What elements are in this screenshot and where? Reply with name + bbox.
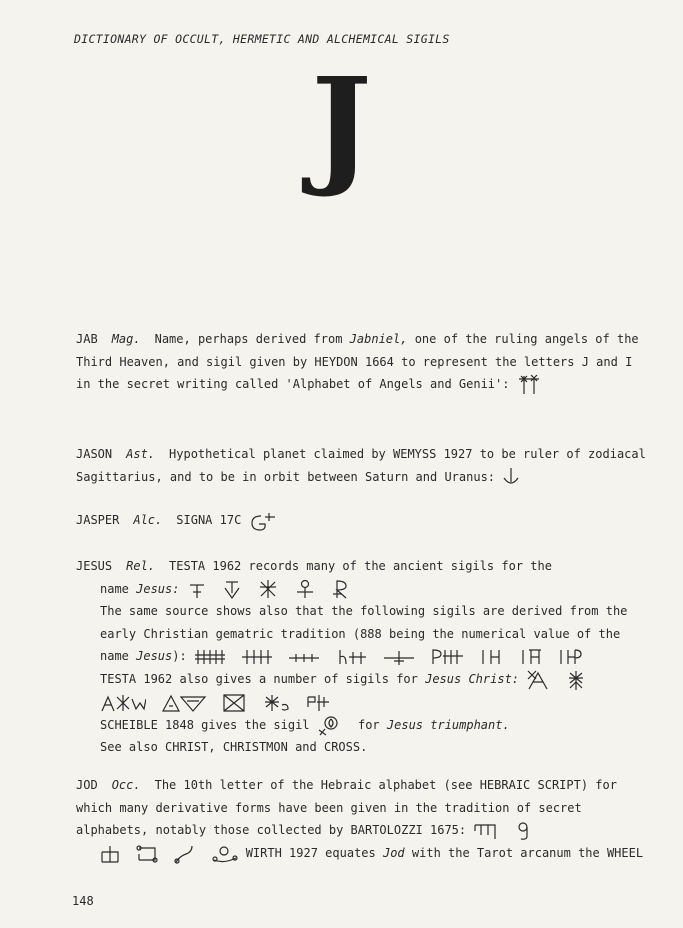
sigil-icon xyxy=(519,648,543,666)
headword: JESUS xyxy=(76,559,113,573)
entry-jab xyxy=(76,328,646,396)
sigil-group xyxy=(502,466,528,489)
sigil-icon xyxy=(479,648,503,666)
sigil-icon xyxy=(317,714,343,736)
sigil-group xyxy=(473,819,538,842)
sigil-icon xyxy=(249,510,277,532)
section-letter: J xyxy=(311,51,372,201)
sigil-icon xyxy=(517,374,541,396)
headword: JOD xyxy=(76,778,98,792)
sigil-icon xyxy=(100,693,146,713)
sigil-group xyxy=(194,646,590,669)
sigil-icon xyxy=(473,821,499,841)
entry-text: See also CHRIST, CHRISTMON and CROSS. xyxy=(100,740,368,755)
entry-italic: Jod xyxy=(382,845,405,860)
sigil-icon xyxy=(558,648,582,666)
sigil-icon xyxy=(502,466,520,488)
sigil-icon xyxy=(222,693,246,713)
entry-text: ): xyxy=(172,649,187,664)
entry-text: The same source shows also that the following sigils are derived from the early Christian gematric tradition (888 being the numerical value of the name xyxy=(100,604,628,664)
headword: JASON xyxy=(76,447,113,461)
sigil-icon xyxy=(515,821,531,841)
sigil-icon xyxy=(383,648,415,666)
sigil-group xyxy=(526,668,593,691)
sigil-icon xyxy=(288,648,320,666)
sigil-icon xyxy=(135,844,159,864)
running-head: DICTIONARY OF OCCULT, HERMETIC AND ALCHEMICAL SIGILS xyxy=(74,32,450,46)
entry-italic: Jesus: xyxy=(136,581,180,596)
sigil-group xyxy=(517,373,549,396)
entry-text: TESTA 1962 also gives a number of sigils for xyxy=(100,672,426,686)
sigil-icon xyxy=(257,579,279,599)
class-label: Mag. xyxy=(111,332,141,346)
sigil-group xyxy=(317,714,351,737)
sigil-icon xyxy=(566,669,586,691)
sigil-icon xyxy=(332,579,350,599)
entry-text: for xyxy=(357,717,387,732)
sigil-icon xyxy=(100,844,120,864)
sigil-icon xyxy=(194,648,226,666)
entry-jesus xyxy=(76,555,646,759)
entry-italic: Jabniel, xyxy=(349,332,408,346)
class-label: Ast. xyxy=(126,447,156,461)
sigil-icon xyxy=(526,669,550,691)
entry-jod xyxy=(76,774,646,865)
entry-text: The 10th letter of the Hebraic alphabet (see HEBRAIC SCRIPT) for which many derivative forms have been given in the tradition of secret alphabets, notably those collected by BARTOLOZZI 1675: xyxy=(76,778,617,837)
entry-italic: Jesus Christ: xyxy=(425,672,520,686)
sigil-icon xyxy=(222,579,242,599)
sigil-group xyxy=(187,578,358,601)
sigil-icon xyxy=(241,648,273,666)
sigil-group xyxy=(100,842,246,865)
sigil-icon xyxy=(336,648,368,666)
sigil-icon xyxy=(305,693,331,713)
entry-text: TESTA 1962 records many of the ancient sigils for the xyxy=(169,559,552,573)
sigil-icon xyxy=(187,579,207,599)
entry-italic: Jesus triumphant. xyxy=(386,717,510,732)
headword: JASPER xyxy=(76,513,120,527)
page-number: 148 xyxy=(72,894,94,908)
entry-text: Name, perhaps derived from xyxy=(154,332,350,346)
headword: JAB xyxy=(76,332,98,346)
class-label: Alc. xyxy=(133,513,163,527)
entry-jason xyxy=(76,443,646,488)
sigil-icon xyxy=(294,579,316,599)
sigil-icon xyxy=(174,844,196,864)
class-label: Occ. xyxy=(111,778,141,792)
entry-text: with the Tarot arcanum the WHEEL xyxy=(404,845,644,860)
entry-jasper xyxy=(76,509,646,532)
entry-text: SIGNA 17C xyxy=(176,513,242,527)
sigil-icon xyxy=(161,693,207,713)
entry-text: one of the ruling angels of the Third Heaven, and sigil given by HEYDON 1664 to represent the letters J and I in the secret writing called 'Alphabet of Angels and Genii': xyxy=(76,332,639,391)
sigil-icon xyxy=(212,844,238,864)
entry-text: name xyxy=(100,581,137,596)
entry-text: WIRTH 1927 equates xyxy=(245,845,383,860)
class-label: Rel. xyxy=(126,559,156,573)
entry-text: Hypothetical planet claimed by WEMYSS 1927 to be ruler of zodiacal Sagittarius, and to be in orbit between Saturn and Uranus: xyxy=(76,447,646,484)
entry-text: SCHEIBLE 1848 gives the sigil xyxy=(100,717,310,732)
sigil-icon xyxy=(262,693,290,713)
sigil-icon xyxy=(430,648,464,666)
entry-italic: Jesus xyxy=(136,649,173,664)
sigil-group xyxy=(100,691,339,714)
sigil-group xyxy=(249,509,285,532)
